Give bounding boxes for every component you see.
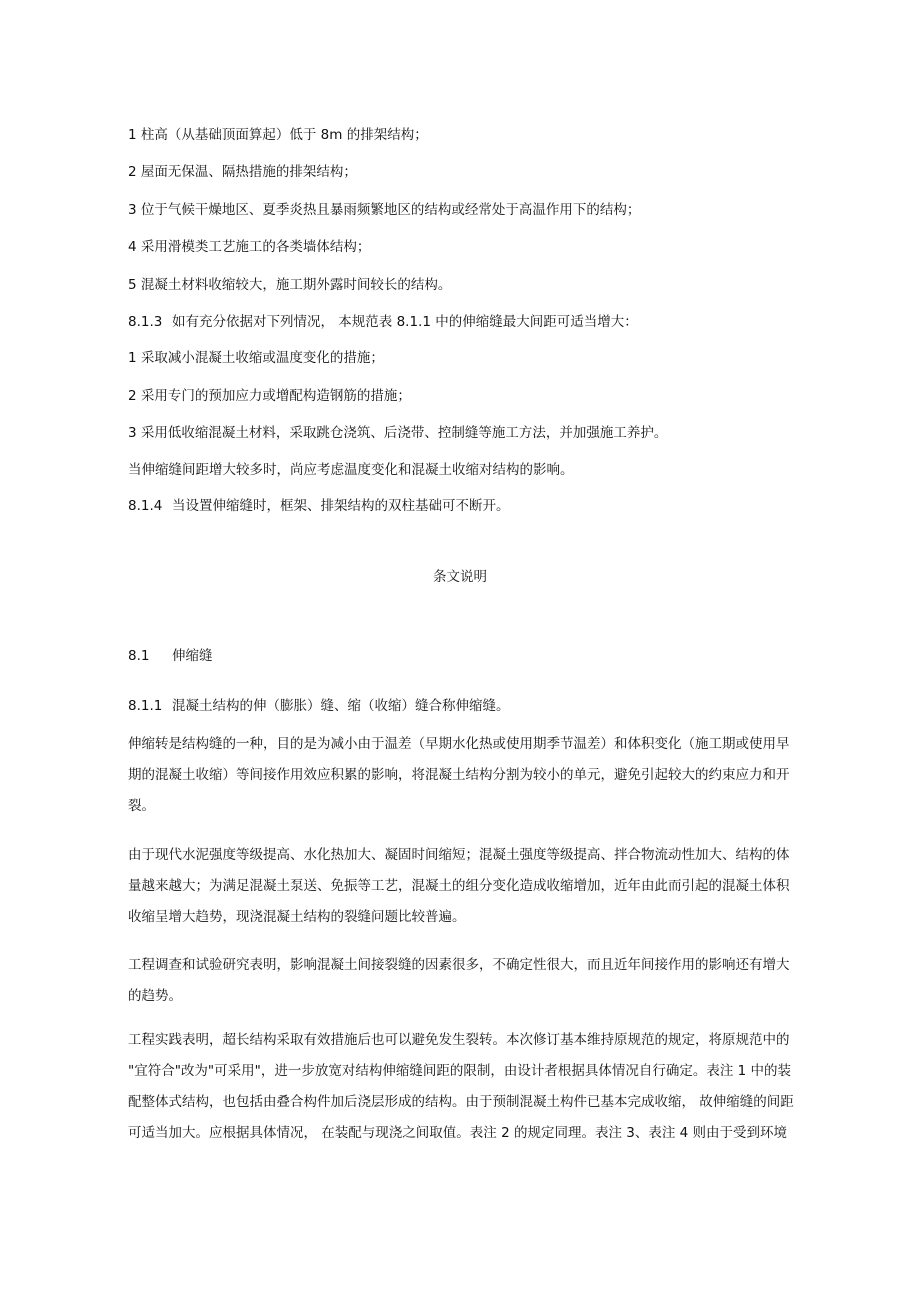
clause-text: 当设置伸缩缝时，框架、排架结构的双柱基础可不断开。	[172, 498, 510, 514]
clause-8-1-4	[128, 496, 818, 516]
list-item: 1 采取减小混凝土收缩或温度变化的措施；	[128, 350, 384, 366]
clause-text: 混凝土结构的伸（膨胀）缝、缩（收缩）缝合称伸缩缝。	[172, 698, 510, 714]
clause-number: 8.1.4	[128, 498, 163, 514]
paragraph-line: 裂。	[128, 798, 155, 814]
paragraph-line: 收缩呈增大趋势，现浇混凝土结构的裂缝问题比较普遍。	[128, 909, 466, 925]
clause-8-1-3	[128, 312, 818, 332]
paragraph-line: 可适当加大。应根据具体情况， 在装配与现浇之间取值。表注 2 的规定同理。表注 3、表注 4 则由于受到环境	[128, 1125, 788, 1141]
paragraph-line: 工程实践表明，超长结构采取有效措施后也可以避免发生裂转。本次修订基本维持原规范的规定，将原规范中的	[128, 1032, 790, 1048]
list-item: 2 屋面无保温、隔热措施的排架结构；	[128, 164, 357, 180]
paragraph-line: "宜符合"改为"可采用"，进一步放宽对结构伸缩缝间距的限制，由设计者根据具体情况自行确定。表注 1 中的装	[128, 1063, 792, 1079]
list-item: 3 采用低收缩混凝土材料，采取跳仓浇筑、后浇带、控制缝等施工方法，并加强施工养护。	[128, 425, 668, 441]
list-item: 1 柱高（从基础顶面算起）低于 8m 的排架结构；	[128, 127, 428, 143]
paragraph-line: 的趋势。	[128, 988, 182, 1004]
paragraph	[128, 1030, 818, 1143]
list-item: 3 位于气候干燥地区、夏季炎热且暴雨频繁地区的结构或经常处于高温作用下的结构；	[128, 202, 641, 218]
list-item: 5 混凝土材料收缩较大，施工期外露时间较长的结构。	[128, 277, 452, 293]
body-text: 当伸缩缝间距增大较多时，尚应考虑温度变化和混凝土收缩对结构的影响。	[128, 462, 574, 478]
section-number: 8.1	[128, 648, 150, 664]
paragraph-line: 由于现代水泥强度等级提高、水化热加大、凝固时间缩短；混凝土强度等级提高、拌合物流动性加大、结构的体	[128, 847, 790, 863]
paragraph	[128, 845, 818, 927]
commentary-heading: 条文说明	[433, 569, 487, 585]
paragraph-line: 配整体式结构，也包括由叠合构件加后浇层形成的结构。由于预制混凝土构件已基本完成收缩， 故伸缩缝的间距	[128, 1094, 794, 1110]
section-8-1	[128, 646, 818, 666]
paragraph	[128, 734, 818, 816]
list-item: 2 采用专门的预加应力或增配构造钢筋的措施；	[128, 388, 411, 404]
paragraph-line: 伸缩转是结构缝的一种，目的是为减小由于温差（早期水化热或使用期季节温差）和体积变化（施工期或使用早	[128, 736, 790, 752]
paragraph-line: 期的混凝土收缩）等间接作用效应积累的影响，将混凝土结构分割为较小的单元，避免引起较大的约束应力和开	[128, 767, 790, 783]
clause-number: 8.1.1	[128, 698, 163, 714]
clause-8-1-1	[128, 696, 818, 716]
paragraph	[128, 955, 818, 1006]
list-item: 4 采用滑模类工艺施工的各类墙体结构；	[128, 239, 371, 255]
paragraph-line: 量越来越大；为满足混凝土泵送、免振等工艺，混凝土的组分变化造成收缩增加，近年由此而引起的混凝土体积	[128, 878, 790, 894]
clause-number: 8.1.3	[128, 314, 163, 330]
paragraph-line: 工程调查和试验研究表明，影响混凝土间接裂缝的因素很多，不确定性很大，而且近年间接作用的影响还有增大	[128, 957, 790, 973]
clause-text: 如有充分依据对下列情况， 本规范表 8.1.1 中的伸缩缝最大间距可适当增大：	[172, 314, 638, 330]
section-title: 伸缩缝	[172, 648, 213, 664]
